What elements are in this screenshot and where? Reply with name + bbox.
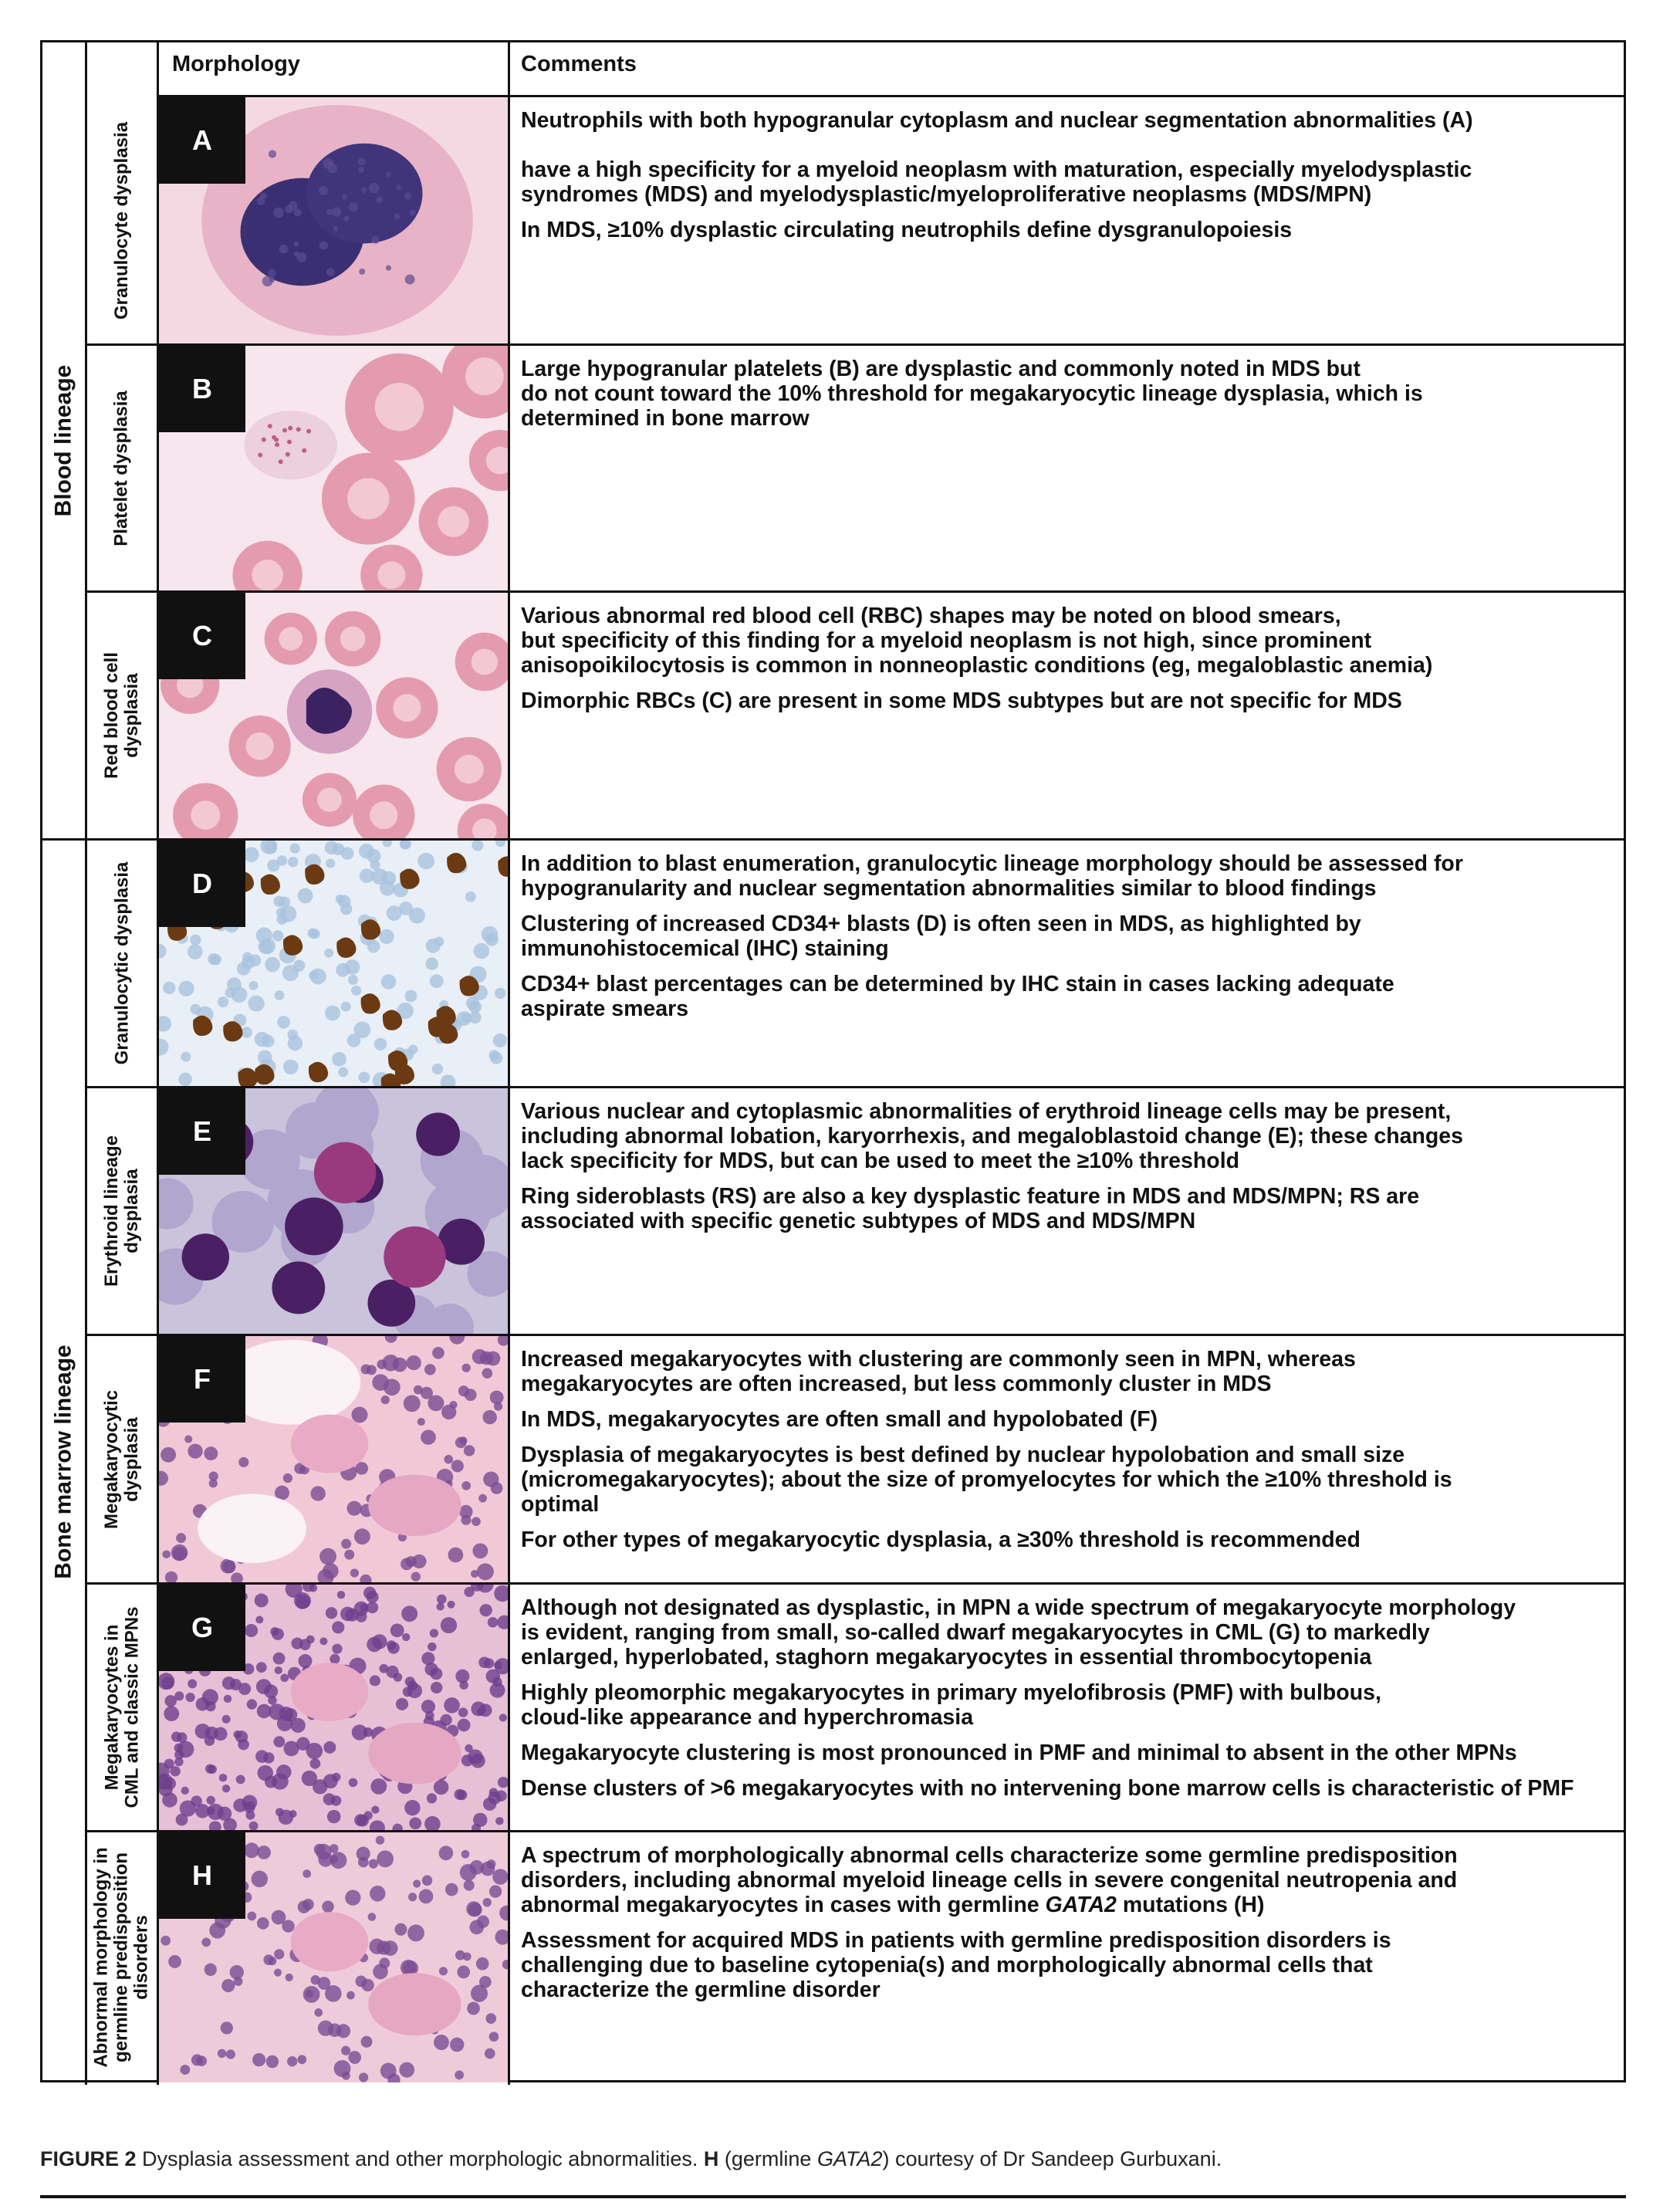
comment-paragraph xyxy=(521,108,1617,207)
row-label-line: dysplasia xyxy=(121,1169,143,1253)
row-comments xyxy=(521,1347,1617,1563)
comment-paragraph xyxy=(521,1407,1617,1432)
row-label xyxy=(87,841,157,1086)
row-label-line: Red blood cell xyxy=(101,651,123,780)
comment-text: megakaryocytes are often increased, but less commonly cluster in MDS xyxy=(521,1372,1272,1396)
comment-text: disorders, including abnormal myeloid lineage cells in severe congenital neutropenia and xyxy=(521,1868,1458,1893)
comment-paragraph xyxy=(521,851,1617,901)
caption-text-1: Dysplasia assessment and other morphologic abnormalities. xyxy=(136,2147,704,2170)
comment-text: Assessment for acquired MDS in patients with germline predisposition disorders is xyxy=(521,1928,1391,1953)
comment-text: hypogranularity and nuclear segmentation abnormalities similar to blood findings xyxy=(521,876,1377,901)
comment-paragraph xyxy=(521,912,1617,961)
comment-paragraph xyxy=(521,1347,1617,1396)
micrograph-panel-h xyxy=(159,1832,508,2082)
comment-text: associated with specific genetic subtypes of MDS and MDS/MPN xyxy=(521,1209,1196,1233)
comment-text: G xyxy=(1276,1620,1293,1645)
comment-paragraph xyxy=(521,972,1617,1021)
comment-text: challenging due to baseline cytopenia(s) and morphologically abnormal cells that xyxy=(521,1953,1373,1977)
row-label-line: Abnormal morphology in xyxy=(91,1847,113,2068)
comment-text: D xyxy=(923,912,940,936)
comment-paragraph xyxy=(521,1928,1617,2002)
comment-text: ) xyxy=(1257,1893,1265,1917)
comment-paragraph xyxy=(521,688,1617,713)
row-label-line: Platelet dysplasia xyxy=(111,390,132,546)
figure-caption xyxy=(40,2147,1222,2171)
comment-text: determined in bone marrow xyxy=(521,406,810,431)
comment-text: Large hypogranular platelets ( xyxy=(521,357,837,381)
row-comments xyxy=(521,851,1617,1032)
comment-paragraph xyxy=(521,1843,1617,1917)
comment-text: ) is often seen in MDS, as highlighted by xyxy=(939,912,1361,936)
row-comments xyxy=(521,604,1617,724)
comment-text: ); these changes xyxy=(1290,1124,1464,1149)
panel-letter: B xyxy=(159,346,245,432)
comment-text: Dimorphic RBCs ( xyxy=(521,688,709,713)
comment-text: Megakaryocyte clustering is most pronounced in PMF and minimal to absent in the other MPNs xyxy=(521,1741,1517,1765)
comment-text: Dysplasia of megakaryocytes is best defined by nuclear hypolobation and small size xyxy=(521,1443,1405,1467)
comment-paragraph xyxy=(521,357,1617,431)
comment-text: H xyxy=(1241,1893,1258,1917)
comment-text: but specificity of this finding for a myeloid neoplasm is not high, since prominent xyxy=(521,628,1372,653)
micrograph-panel-e xyxy=(159,1088,508,1334)
row-label-line: Megakaryocytes in xyxy=(101,1624,123,1791)
comment-text: Various abnormal red blood cell (RBC) shapes may be noted on blood smears, xyxy=(521,604,1341,628)
comment-paragraph xyxy=(521,1184,1617,1233)
row-label-line: Megakaryocytic xyxy=(101,1389,122,1529)
comment-text: In addition to blast enumeration, granulocytic lineage morphology should be assessed for xyxy=(521,851,1463,876)
comment-text: Various nuclear and cytoplasmic abnormalities of erythroid lineage cells may be present, xyxy=(521,1099,1452,1124)
comment-text: A xyxy=(1449,108,1466,133)
comment-text: characterize the germline disorder xyxy=(521,1977,881,2002)
comment-text: cloud-like appearance and hyperchromasia xyxy=(521,1705,974,1730)
panel-letter: A xyxy=(159,97,245,184)
comment-text: is evident, ranging from small, so-called dwarf megakaryocytes in CML ( xyxy=(521,1620,1276,1645)
comment-text: abnormal megakaryocytes in cases with germline xyxy=(521,1893,1046,1917)
comment-text: enlarged, hyperlobated, staghorn megakaryocytes in essential thrombocytopenia xyxy=(521,1645,1372,1670)
row-label-line: Erythroid lineage xyxy=(101,1135,123,1287)
panel-letter: H xyxy=(159,1832,245,1919)
comment-text: CD34+ blast percentages can be determined by IHC stain in cases lacking adequate xyxy=(521,972,1394,996)
row-label-line: dysplasia xyxy=(121,1416,142,1502)
comment-paragraph xyxy=(521,1099,1617,1173)
comment-text: F xyxy=(1137,1407,1151,1432)
comment-text: including abnormal lobation, karyorrhexis, and megaloblastoid change ( xyxy=(521,1124,1276,1149)
comment-paragraph xyxy=(521,1776,1617,1801)
comment-paragraph xyxy=(521,218,1617,242)
row-label xyxy=(87,1832,157,2082)
bottom-rule xyxy=(40,2195,1626,2198)
row-label-line: dysplasia xyxy=(121,673,143,758)
group-label-bone-marrow-lineage: Bone marrow lineage xyxy=(50,1344,76,1579)
header-morphology: Morphology xyxy=(172,52,300,76)
caption-bold-h: H xyxy=(703,2147,719,2170)
comment-text: A spectrum of morphologically abnormal cells characterize some germline predisposition xyxy=(521,1843,1458,1868)
comment-text: GATA2 xyxy=(1045,1893,1117,1917)
comment-text: Dense clusters of >6 megakaryocytes with no intervening bone marrow cells is characteristic of PMF xyxy=(521,1776,1574,1801)
micrograph-panel-f xyxy=(159,1336,508,1582)
figure-table xyxy=(40,40,1626,2082)
micrograph-panel-c xyxy=(159,593,508,838)
comment-text: ) xyxy=(1150,1407,1158,1432)
comment-text: aspirate smears xyxy=(521,996,689,1021)
comment-text: have a high specificity for a myeloid neoplasm with maturation, especially myelodysplastic xyxy=(521,157,1472,182)
row-label-line: CML and classic MPNs xyxy=(121,1606,143,1808)
panel-letter: G xyxy=(159,1585,245,1671)
caption-italic: GATA2 xyxy=(816,2147,883,2170)
row-comments xyxy=(521,1099,1617,1244)
comment-text: lack specificity for MDS, but can be used to meet the ≥10% threshold xyxy=(521,1149,1240,1173)
row-label-line: Granulocyte dysplasia xyxy=(111,121,133,320)
comment-text: E xyxy=(1275,1124,1290,1149)
comment-text: Clustering of increased CD34+ blasts ( xyxy=(521,912,924,936)
row-label xyxy=(87,346,157,590)
comment-text: ) are dysplastic and commonly noted in MDS but xyxy=(852,357,1361,381)
caption-text-3: ) courtesy of Dr Sandeep Gurbuxani. xyxy=(882,2147,1222,2170)
comment-text: B xyxy=(836,357,853,381)
comment-text: Ring sideroblasts (RS) are also a key dysplastic feature in MDS and MDS/MPN; RS are xyxy=(521,1184,1420,1209)
comment-text: do not count toward the 10% threshold for megakaryocytic lineage dysplasia, which is xyxy=(521,381,1423,406)
row-label-line: germline predisposition xyxy=(111,1852,133,2063)
comment-text: In MDS, ≥10% dysplastic circulating neutrophils define dysgranulopoiesis xyxy=(521,218,1293,242)
comment-text: Neutrophils with both hypogranular cytoplasm and nuclear segmentation abnormalities ( xyxy=(521,108,1450,133)
row-label-line: disorders xyxy=(131,1915,153,2000)
row-label xyxy=(87,97,157,343)
comment-text: Although not designated as dysplastic, in MPN a wide spectrum of megakaryocyte morphology xyxy=(521,1595,1516,1620)
comment-text: immunohistocemical (IHC) staining xyxy=(521,936,889,961)
comment-text: C xyxy=(708,688,725,713)
group-label-blood-lineage: Blood lineage xyxy=(50,364,76,516)
comment-text: syndromes (MDS) and myelodysplastic/myeloproliferative neoplasms (MDS/MPN) xyxy=(521,182,1372,207)
comment-paragraph xyxy=(521,1680,1617,1730)
comment-text: Highly pleomorphic megakaryocytes in primary myelofibrosis (PMF) with bulbous, xyxy=(521,1680,1381,1705)
row-comments xyxy=(521,108,1617,253)
comment-text: ) are present in some MDS subtypes but are not specific for MDS xyxy=(725,688,1402,713)
row-comments xyxy=(521,357,1617,441)
comment-text: Increased megakaryocytes with clustering are commonly seen in MPN, whereas xyxy=(521,1347,1356,1372)
comment-text: optimal xyxy=(521,1492,600,1517)
comment-text: (micromegakaryocytes); about the size of promyelocytes for which the ≥10% threshold is xyxy=(521,1467,1452,1492)
comment-text: ) xyxy=(1465,108,1473,133)
row-label xyxy=(87,1336,157,1582)
header-comments: Comments xyxy=(521,52,637,76)
row-label xyxy=(87,593,157,838)
micrograph-panel-b xyxy=(159,346,508,590)
comment-text: In MDS, megakaryocytes are often small and hypolobated ( xyxy=(521,1407,1137,1432)
caption-text-2: (germline xyxy=(718,2147,817,2170)
comment-text: anisopoikilocytosis is common in nonneoplastic conditions (eg, megaloblastic anemia) xyxy=(521,653,1433,678)
comment-paragraph xyxy=(521,1527,1617,1552)
comment-text: mutations ( xyxy=(1116,1893,1242,1917)
comment-paragraph xyxy=(521,1595,1617,1670)
panel-letter: C xyxy=(159,593,245,679)
panel-letter: F xyxy=(159,1336,245,1423)
panel-letter: E xyxy=(159,1088,245,1175)
row-label-line: Granulocytic dysplasia xyxy=(111,861,132,1065)
comment-paragraph xyxy=(521,1741,1617,1765)
comment-paragraph xyxy=(521,1443,1617,1517)
panel-letter: D xyxy=(159,841,245,927)
row-comments xyxy=(521,1595,1617,1812)
row-label xyxy=(87,1088,157,1334)
micrograph-panel-a xyxy=(159,97,508,343)
row-label xyxy=(87,1585,157,1830)
caption-label: FIGURE 2 xyxy=(40,2147,137,2170)
comment-text: For other types of megakaryocytic dysplasia, a ≥30% threshold is recommended xyxy=(521,1527,1361,1552)
micrograph-panel-g xyxy=(159,1585,508,1830)
comment-text: ) to markedly xyxy=(1293,1620,1430,1645)
row-comments xyxy=(521,1843,1617,2013)
comment-paragraph xyxy=(521,604,1617,678)
micrograph-panel-d xyxy=(159,841,508,1086)
